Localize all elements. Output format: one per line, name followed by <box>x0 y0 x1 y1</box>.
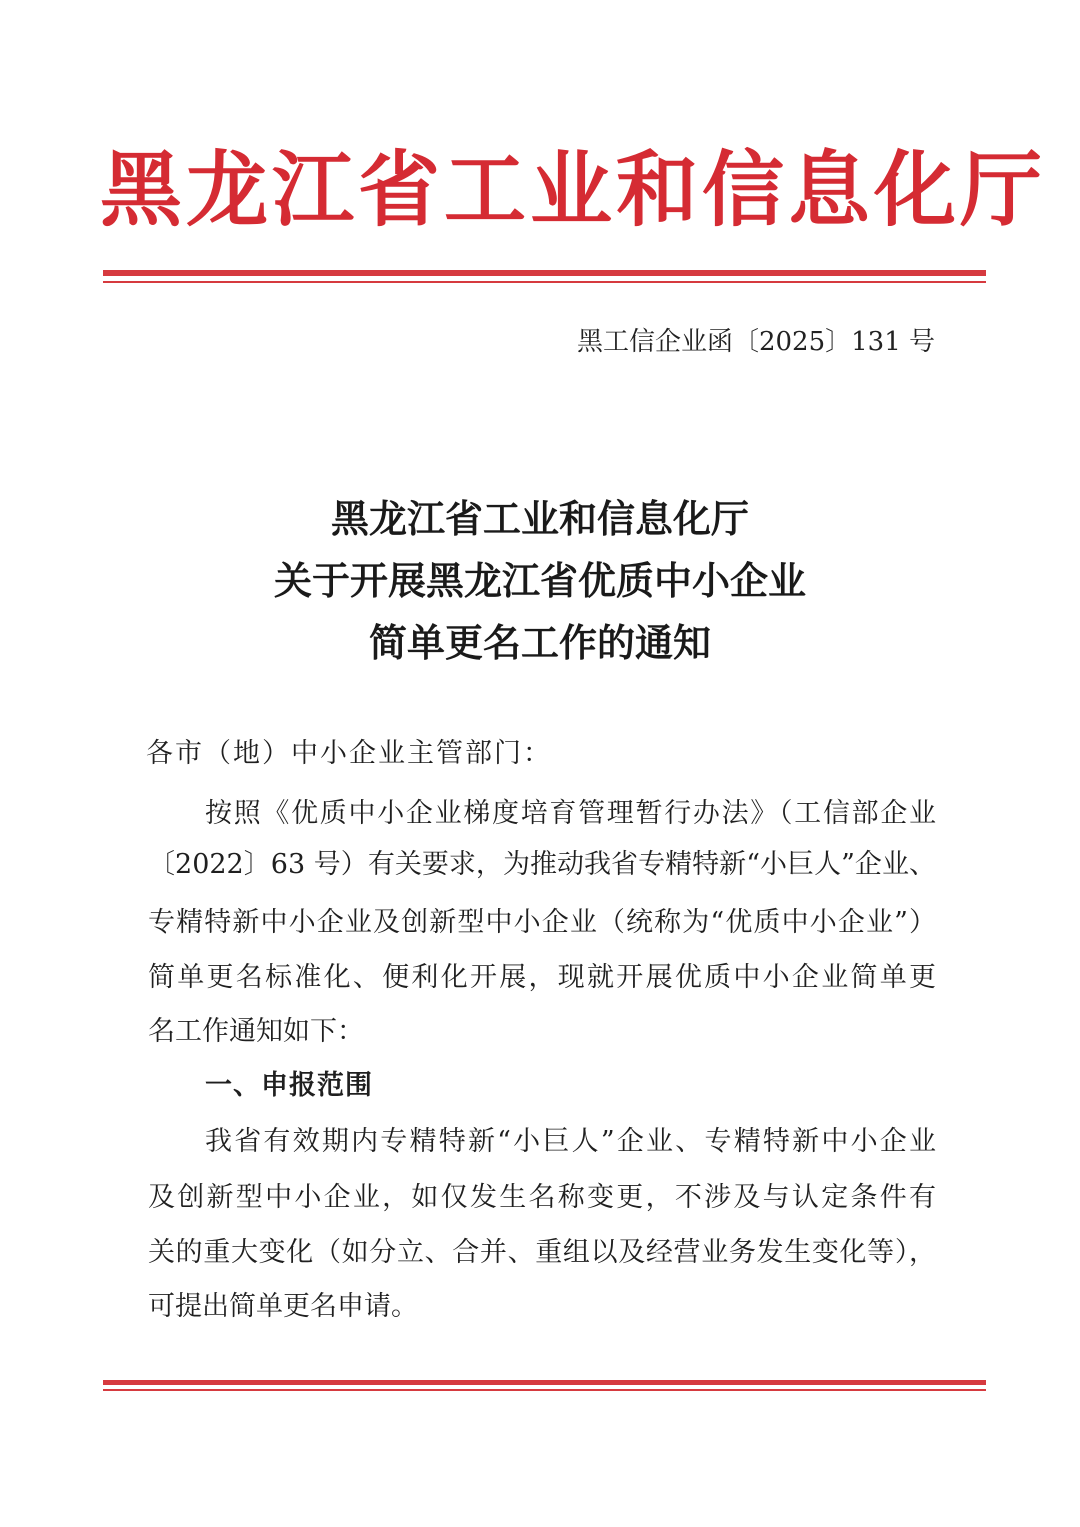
notice-title <box>90 488 990 674</box>
paragraph-line: 我省有效期内专精特新“小巨人”企业、专精特新中小企业 <box>205 1126 936 1157</box>
title-line: 黑龙江省工业和信息化厅 <box>330 496 749 541</box>
paragraph-line: 专精特新中小企业及创新型中小企业（统称为“优质中小企业”） <box>148 907 936 938</box>
footer-rule-thick <box>103 1380 986 1385</box>
paragraph-line: 按照《优质中小企业梯度培育管理暂行办法》（工信部企业 <box>205 798 936 829</box>
title-line: 简单更名工作的通知 <box>368 620 711 665</box>
paragraph-line: 名工作通知如下： <box>148 1016 364 1047</box>
section-heading: 一、申报范围 <box>205 1070 373 1101</box>
title-line: 关于开展黑龙江省优质中小企业 <box>273 558 806 603</box>
letterhead-title: 黑龙江省工业和信息化厅 <box>100 142 1047 238</box>
letterhead-rule-thick <box>103 270 986 276</box>
paragraph-line: 可提出简单更名申请。 <box>148 1291 418 1322</box>
paragraph-line: 关的重大变化（如分立、合并、重组以及经营业务发生变化等）， <box>148 1237 936 1268</box>
paragraph-line: 简单更名标准化、便利化开展，现就开展优质中小企业简单更 <box>148 962 936 993</box>
paragraph-line: 〔2022〕63 号）有关要求，为推动我省专精特新“小巨人”企业、 <box>148 849 936 880</box>
salutation: 各市（地）中小企业主管部门： <box>146 738 552 769</box>
document-number: 黑工信企业函〔2025〕131 号 <box>576 327 935 357</box>
paragraph-line: 及创新型中小企业，如仅发生名称变更，不涉及与认定条件有 <box>148 1182 936 1213</box>
letterhead-rule-thin <box>103 281 986 283</box>
footer-rule-thin <box>103 1389 986 1391</box>
